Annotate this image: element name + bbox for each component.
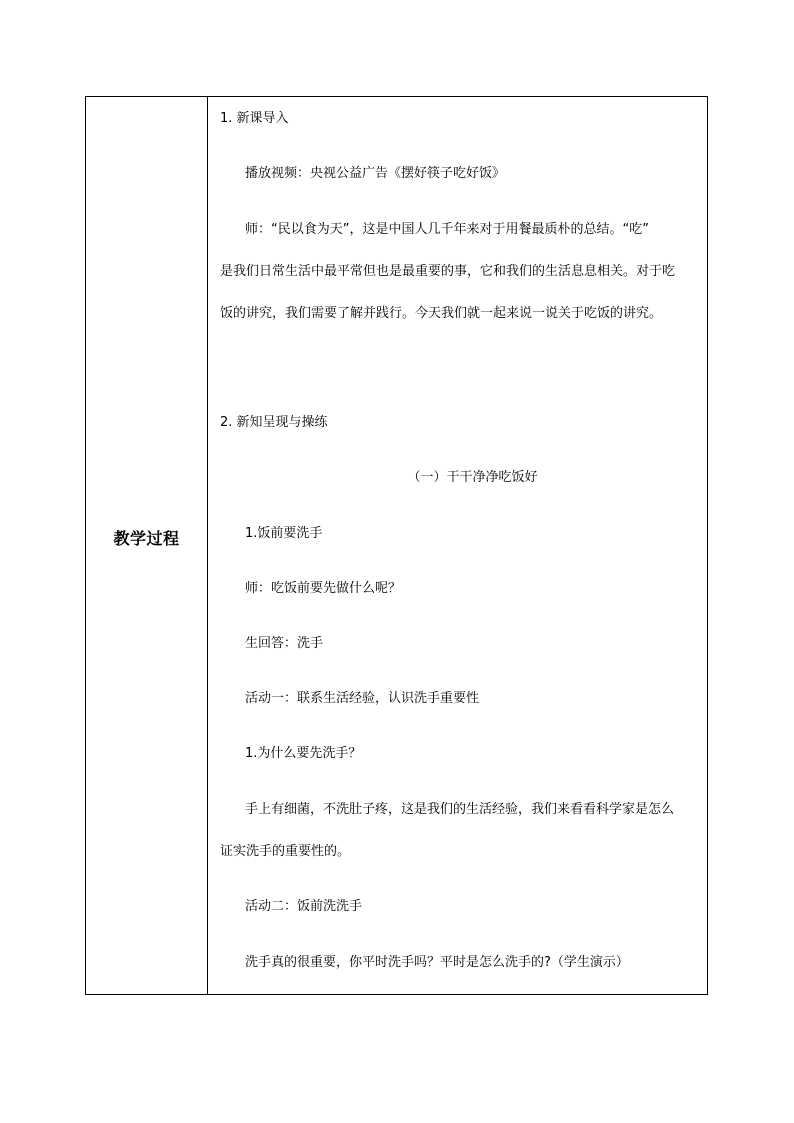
wash-question: 洗手真的很重要，你平时洗手吗？平时是怎么洗手的?（学生演示） (245, 955, 629, 970)
activity2: 活动二：饭前洗洗手 (245, 899, 363, 914)
subsection-heading: （一）干干净净吃饭好 (407, 470, 538, 485)
teacher-intro-line3: 饭的讲究，我们需要了解并践行。今天我们就一起来说一说关于吃饭的讲究。 (220, 306, 663, 321)
explain-line2: 证实洗手的重要性的。 (220, 844, 351, 859)
item1-title: 1.饭前要洗手 (245, 526, 323, 541)
section2-title: 2. 新知呈现与操练 (220, 415, 328, 430)
student-answer: 生回答：洗手 (245, 636, 324, 651)
content-cell (208, 97, 707, 994)
explain-line1: 手上有细菌，不洗肚子疼，这是我们的生活经验，我们来看看科学家是怎么 (245, 802, 675, 817)
video-line: 播放视频：央视公益广告《摆好筷子吃好饭》 (245, 166, 506, 181)
section1-title: 1. 新课导入 (220, 111, 289, 126)
teacher-question: 师：吃饭前要先做什么呢？ (245, 581, 402, 596)
teacher-intro-line1: 师：“民以食为天”，这是中国人几千年来对于用餐最质朴的总结。“吃” (245, 222, 649, 237)
row-label: 教学过程 (113, 529, 180, 548)
lesson-plan-table (85, 96, 708, 995)
activity1: 活动一：联系生活经验，认识洗手重要性 (245, 691, 480, 706)
teacher-intro-line2: 是我们日常生活中最平常但也是最重要的事，它和我们的生活息息相关。对于吃 (220, 264, 676, 279)
why-question: 1.为什么要先洗手？ (245, 746, 362, 761)
row-label-cell (86, 97, 208, 994)
